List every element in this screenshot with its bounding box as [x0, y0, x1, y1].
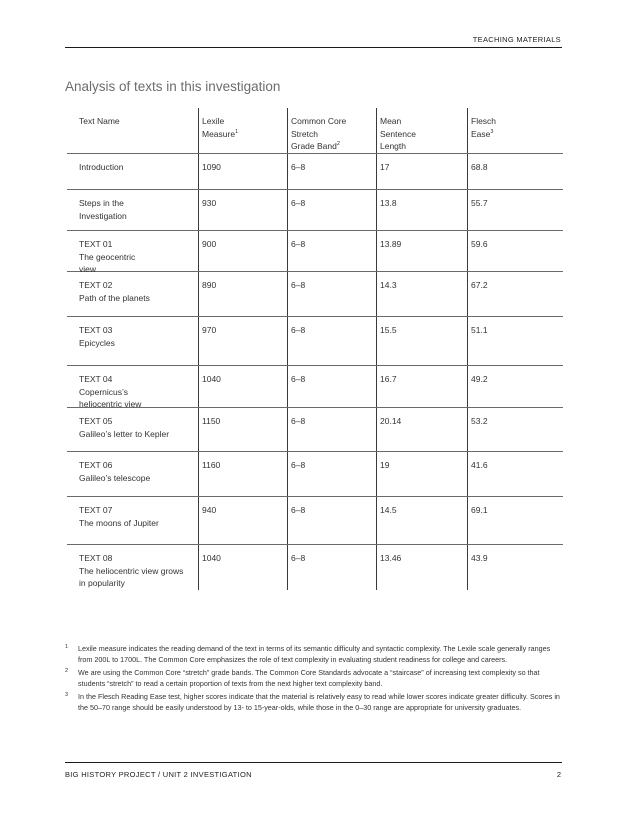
- column-header-line: Lexile: [202, 116, 225, 126]
- text-name-cell: [67, 452, 198, 496]
- table-row: [67, 317, 563, 366]
- flesch-cell: 51.1: [467, 317, 563, 365]
- text-name-cell: [67, 272, 198, 316]
- text-name-line: Path of the planets: [79, 292, 150, 303]
- sentence-length-cell: 13.46: [376, 545, 467, 590]
- column-header-line: Measure$^1$: [202, 128, 239, 139]
- column-header: [198, 108, 287, 153]
- top-rule: [65, 47, 562, 48]
- page-number: 2: [556, 770, 561, 779]
- lexile-cell: 1040: [198, 366, 287, 407]
- footnote-text: In the Flesch Reading Ease test, higher scores indicate that the material is relatively easy to read while lower scores indicate greater difficulty. Scores in the 50–70 range should be easily understood by 13- to 15-year-olds, while those in the 0–30 range are appropriate for university graduates.: [78, 692, 560, 712]
- column-header-line: Common Core: [291, 116, 347, 126]
- sentence-length-cell: 14.5: [376, 497, 467, 544]
- footnote: [65, 692, 565, 713]
- table-row: [67, 452, 563, 497]
- sentence-length-cell: 17: [376, 154, 467, 189]
- text-name-line: The moons of Jupiter: [79, 517, 159, 528]
- flesch-cell: 69.1: [467, 497, 563, 544]
- column-header-line: Mean: [380, 116, 402, 126]
- lexile-cell: 1090: [198, 154, 287, 189]
- footnote-number: 3: [65, 692, 69, 698]
- text-name-line: TEXT 01: [79, 239, 113, 249]
- header-label: TEACHING MATERIALS: [472, 35, 561, 44]
- sentence-length-cell: 16.7: [376, 366, 467, 407]
- text-name-line: Epicycles: [79, 337, 115, 348]
- column-header-line: Sentence: [380, 128, 416, 139]
- text-name-cell: [67, 231, 198, 274]
- column-header-line: Flesch: [471, 116, 497, 126]
- sentence-length-cell: 15.5: [376, 317, 467, 365]
- grade-band-cell: 6–8: [287, 452, 376, 496]
- grade-band-cell: 6–8: [287, 545, 376, 590]
- table-row: [67, 272, 563, 317]
- grade-band-cell: 6–8: [287, 497, 376, 544]
- text-name-cell: [67, 408, 198, 451]
- text-name-line: Copernicus’s: [79, 386, 128, 397]
- text-name-line: in popularity: [79, 578, 125, 588]
- lexile-cell: 1160: [198, 452, 287, 496]
- footnote-number: 2: [65, 668, 69, 674]
- text-name-cell: [67, 154, 198, 189]
- text-name-line: Galileo’s telescope: [79, 472, 151, 483]
- text-name-line: Steps in the: [79, 198, 124, 208]
- lexile-cell: 930: [198, 190, 287, 230]
- column-header-line: Grade Band$^2$: [291, 141, 340, 151]
- text-name-line: heliocentric view: [79, 399, 142, 409]
- footnote-number: 1: [65, 644, 69, 650]
- sentence-length-cell: 19: [376, 452, 467, 496]
- text-name-line: TEXT 04: [79, 374, 113, 384]
- flesch-cell: 68.8: [467, 154, 563, 189]
- column-header: [376, 108, 467, 153]
- text-name-cell: [67, 190, 198, 230]
- text-name-line: TEXT 03: [79, 325, 113, 335]
- column-header-line: Text Name: [79, 116, 120, 126]
- sentence-length-cell: 14.3: [376, 272, 467, 316]
- footnote-text: Lexile measure indicates the reading demand of the text in terms of its semantic difficulty and syntactic complexity. The Lexile scale generally ranges from 200L to 1700L. The Common Core emphasizes the role of text complexity in evaluating student readiness for college and careers.: [78, 644, 551, 664]
- text-name-line: Investigation: [79, 210, 127, 221]
- flesch-cell: 55.7: [467, 190, 563, 230]
- grade-band-cell: 6–8: [287, 231, 376, 271]
- footnote: [65, 644, 565, 665]
- text-name-line: view: [79, 264, 97, 274]
- text-name-line: TEXT 05: [79, 416, 113, 426]
- footnote-text: We are using the Common Core “stretch” grade bands. The Common Core Standards advocate a “staircase” of increasing text complexity so that students “stretch” to read a certain proportion of texts from the next higher text complexity band.: [78, 668, 540, 688]
- text-name-line: Galileo’s letter to Kepler: [79, 428, 170, 439]
- flesch-cell: 41.6: [467, 452, 563, 496]
- text-name-line: TEXT 08: [79, 553, 113, 563]
- flesch-cell: 43.9: [467, 545, 563, 590]
- sentence-length-cell: 20.14: [376, 408, 467, 451]
- column-header: [287, 108, 376, 153]
- text-name-line: Introduction: [79, 162, 124, 172]
- bottom-rule: [65, 762, 562, 763]
- text-name-line: The heliocentric view grows: [79, 565, 184, 576]
- table-row: [67, 408, 563, 452]
- grade-band-cell: 6–8: [287, 272, 376, 316]
- grade-band-cell: 6–8: [287, 366, 376, 407]
- flesch-cell: 53.2: [467, 408, 563, 451]
- footnote: [65, 668, 565, 689]
- flesch-cell: 59.6: [467, 231, 563, 271]
- footnote-ref: 3: [490, 128, 494, 135]
- table-header-row: [67, 108, 563, 154]
- footnotes: [65, 644, 565, 716]
- analysis-table: [67, 108, 563, 590]
- footnote-ref: 2: [336, 141, 340, 148]
- text-name-line: TEXT 06: [79, 460, 113, 470]
- sentence-length-cell: 13.89: [376, 231, 467, 271]
- column-header-line: Length: [380, 141, 406, 151]
- table-row: [67, 497, 563, 545]
- text-name-line: The geocentric: [79, 251, 136, 262]
- lexile-cell: 900: [198, 231, 287, 271]
- table-row: [67, 154, 563, 190]
- footer-label: BIG HISTORY PROJECT / UNIT 2 INVESTIGATION: [65, 770, 252, 779]
- table-row: [67, 545, 563, 590]
- text-name-cell: [67, 317, 198, 365]
- text-name-cell: [67, 545, 198, 590]
- table-row: [67, 366, 563, 408]
- text-name-cell: [67, 497, 198, 544]
- text-name-line: TEXT 02: [79, 280, 113, 290]
- lexile-cell: 1150: [198, 408, 287, 451]
- table-row: [67, 190, 563, 231]
- column-header-line: Ease$^3$: [471, 128, 494, 139]
- grade-band-cell: 6–8: [287, 408, 376, 451]
- footnote-ref: 1: [235, 128, 239, 135]
- lexile-cell: 890: [198, 272, 287, 316]
- text-name-cell: [67, 366, 198, 407]
- text-name-line: TEXT 07: [79, 505, 113, 515]
- grade-band-cell: 6–8: [287, 190, 376, 230]
- lexile-cell: 1040: [198, 545, 287, 590]
- page-title: Analysis of texts in this investigation: [65, 79, 281, 94]
- grade-band-cell: 6–8: [287, 317, 376, 365]
- flesch-cell: 67.2: [467, 272, 563, 316]
- column-header: [467, 108, 563, 153]
- table-row: [67, 231, 563, 272]
- grade-band-cell: 6–8: [287, 154, 376, 189]
- flesch-cell: 49.2: [467, 366, 563, 407]
- sentence-length-cell: 13.8: [376, 190, 467, 230]
- lexile-cell: 940: [198, 497, 287, 544]
- lexile-cell: 970: [198, 317, 287, 365]
- column-header: [67, 108, 198, 153]
- column-header-line: Stretch: [291, 128, 318, 139]
